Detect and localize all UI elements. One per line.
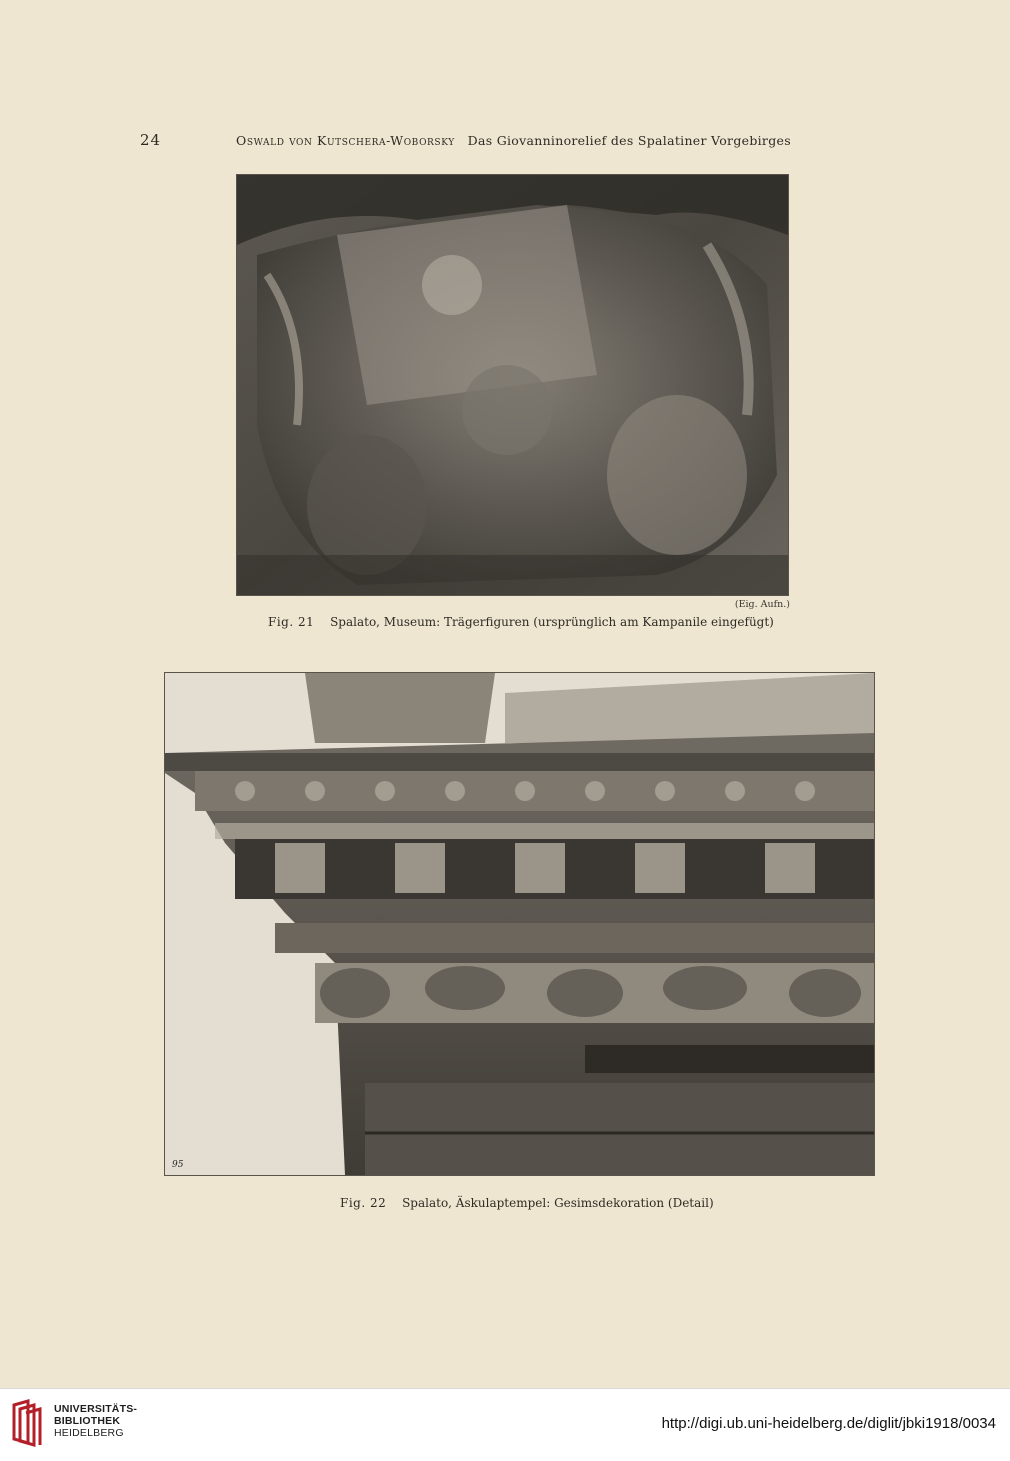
figure-22-number: Fig. 22 (340, 1196, 387, 1210)
figure-21-number: Fig. 21 (268, 615, 315, 629)
library-name-line3: HEIDELBERG (54, 1427, 124, 1439)
ub-heidelberg-logo-icon[interactable] (10, 1399, 46, 1447)
figure-21-credit: (Eig. Aufn.) (734, 599, 790, 610)
figure-21-photo (237, 175, 788, 595)
library-name (54, 1403, 137, 1439)
figure-22-caption (340, 1196, 714, 1210)
running-head-title: Das Giovanninorelief des Spalatiner Vorgebirges (467, 133, 791, 148)
running-head-author: Oswald von Kutschera-Woborsky (236, 133, 455, 148)
figure-22-photo (165, 673, 874, 1175)
figure-22-plate-mark: 95 (172, 1160, 184, 1170)
figure-21-caption (268, 615, 774, 629)
figure-22-caption-text: Spalato, Äskulaptempel: Gesimsdekoration (Detail) (402, 1196, 714, 1210)
library-name-line1: UNIVERSITÄTS- (54, 1403, 138, 1415)
permalink[interactable]: http://digi.ub.uni-heidelberg.de/diglit/jbki1918/0034 (661, 1415, 996, 1432)
page-number: 24 (140, 131, 162, 149)
viewer-footer (0, 1388, 1010, 1461)
library-name-line2: BIBLIOTHEK (54, 1415, 121, 1427)
figure-21-caption-text: Spalato, Museum: Trägerfiguren (ursprünglich am Kampanile eingefügt) (330, 615, 774, 629)
running-head (236, 133, 791, 148)
